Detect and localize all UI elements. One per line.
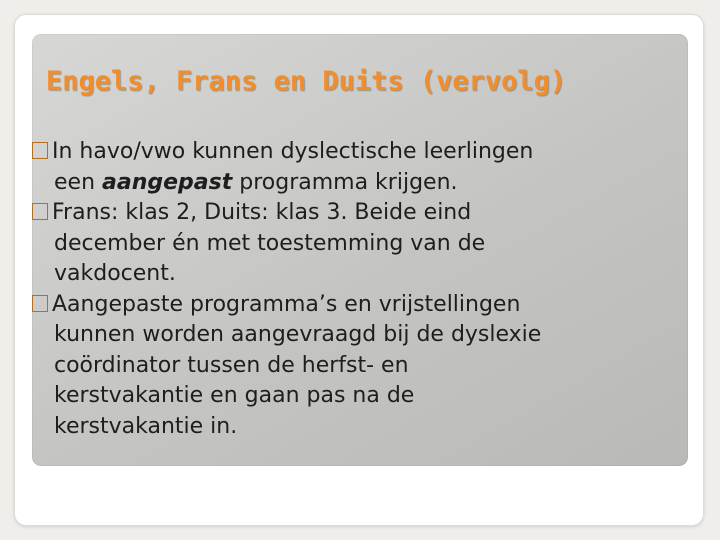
bullet-line: Frans: klas 2, Duits: klas 3. Beide eind (54, 198, 674, 229)
bullet-item (54, 290, 674, 443)
bullet-list (54, 137, 674, 442)
slide-title: Engels, Frans en Duits (vervolg) (46, 66, 567, 97)
checkbox-square-icon (32, 142, 48, 159)
bullet-line: december én met toestemming van de (54, 230, 486, 256)
checkbox-square-icon (32, 295, 48, 312)
bullet-line: kerstvakantie en gaan pas na de (54, 383, 415, 408)
bullet-line: kerstvakantie in. (54, 413, 238, 439)
checkbox-square-icon (32, 203, 48, 220)
bullet-line: kunnen worden aangevraagd bij de dyslexie (54, 322, 542, 347)
bullet-line: Aangepaste programma’s en vrijstellingen (54, 290, 674, 321)
bullet-item (54, 137, 674, 198)
bullet-line: In havo/vwo kunnen dyslectische leerlingen (54, 137, 674, 168)
bullet-line: een aangepast programma krijgen. (54, 169, 458, 195)
bullet-line: coördinator tussen de herfst- en (54, 352, 409, 378)
emphasis-text: aangepast (102, 169, 233, 195)
bullet-line: vakdocent. (54, 261, 176, 286)
bullet-item (54, 198, 674, 290)
